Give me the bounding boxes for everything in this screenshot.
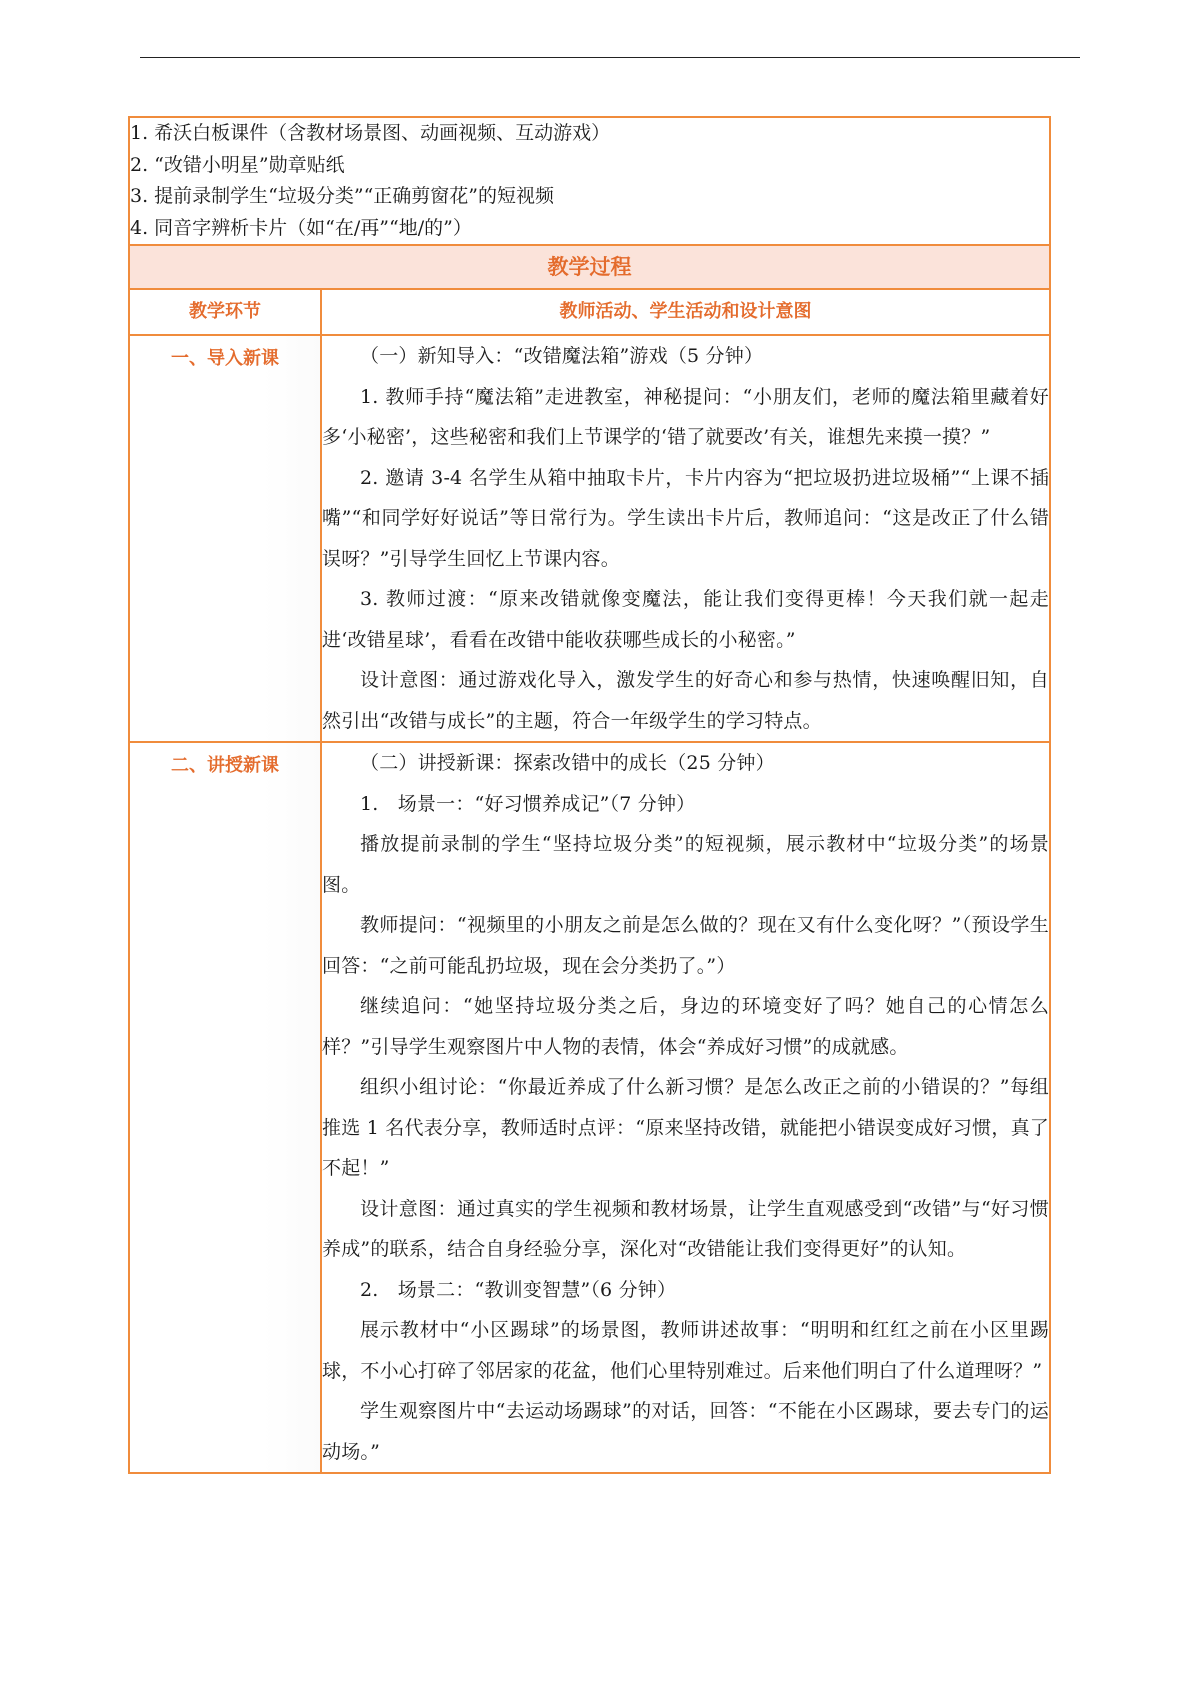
paragraph: 2. 场景二：“教训变智慧”（6 分钟） [360, 1278, 677, 1301]
column-header-row [129, 289, 1050, 335]
section-title: 教学过程 [129, 245, 1050, 289]
materials-row [129, 117, 1050, 245]
stage-name: 一、导入新课 [171, 348, 279, 369]
paragraph: 1. 教师手持“魔法箱”走进教室，神秘提问：“小朋友们，老师的魔法箱里藏着好多‘小秘密’，这些秘密和我们上节课学的‘错了就要改’有关，谁想先来摸一摸？” [322, 385, 1050, 448]
paragraph: 1. 场景一：“好习惯养成记”（7 分钟） [360, 792, 696, 815]
paragraph: 播放提前录制的学生“坚持垃圾分类”的短视频，展示教材中“垃圾分类”的场景图。 [322, 833, 1050, 896]
column-header-stage-label: 教学环节 [189, 301, 261, 322]
section-title-row [129, 245, 1050, 289]
paragraph: 2. 邀请 3-4 名学生从箱中抽取卡片，卡片内容为“把垃圾扔进垃圾桶”“上课不插嘴”“和同学好好说话”等日常行为。学生读出卡片后，教师追问：“这是改正了什么错误呀？”引导学生回忆上节课内容。 [322, 466, 1050, 570]
column-header-activities-label: 教师活动、学生活动和设计意图 [559, 301, 812, 322]
paragraph: 设计意图：通过真实的学生视频和教材场景，让学生直观感受到“改错”与“好习惯养成”的联系，结合自身经验分享，深化对“改错能让我们变得更好”的认知。 [322, 1197, 1050, 1260]
stage-content [321, 742, 1050, 1473]
paragraph: 组织小组讨论：“你最近养成了什么新习惯？是怎么改正之前的小错误的？”每组推选 1 名代表分享，教师适时点评：“原来坚持改错，就能把小错误变成好习惯，真了不起！” [322, 1076, 1050, 1179]
stage-row [129, 742, 1050, 1473]
column-header-stage [129, 289, 321, 335]
column-header-activities [321, 289, 1050, 335]
paragraph: 继续追问：“她坚持垃圾分类之后，身边的环境变好了吗？她自己的心情怎么样？”引导学生观察图片中人物的表情，体会“养成好习惯”的成就感。 [322, 995, 1050, 1058]
material-item: 3. 提前录制学生“垃圾分类”“正确剪窗花”的短视频 [130, 185, 555, 207]
paragraph: （一）新知导入：“改错魔法箱”游戏（5 分钟） [360, 345, 764, 367]
paragraph: （二）讲授新课：探索改错中的成长（25 分钟） [360, 752, 775, 774]
stage-row [129, 335, 1050, 742]
paragraph: 设计意图：通过游戏化导入，激发学生的好奇心和参与热情，快速唤醒旧知，自然引出“改错与成长”的主题，符合一年级学生的学习特点。 [322, 669, 1050, 732]
stage-name: 二、讲授新课 [171, 755, 279, 776]
paragraph: 学生观察图片中“去运动场踢球”的对话，回答：“不能在小区踢球，要去专门的运动场。” [322, 1400, 1050, 1463]
stage-content [321, 335, 1050, 742]
paragraph: 展示教材中“小区踢球”的场景图，教师讲述故事：“明明和红红之前在小区里踢球，不小心打碎了邻居家的花盆，他们心里特别难过。后来他们明白了什么道理呀？” [322, 1319, 1050, 1382]
lesson-plan-table [128, 116, 1051, 1474]
paragraph: 教师提问：“视频里的小朋友之前是怎么做的？现在又有什么变化呀？”（预设学生回答：“之前可能乱扔垃圾，现在会分类扔了。”） [322, 914, 1050, 977]
stage-cell [129, 335, 321, 742]
materials-cell [129, 117, 1050, 245]
material-item: 2. “改错小明星”勋章贴纸 [130, 153, 345, 176]
stage-cell [129, 742, 321, 1473]
material-item: 1. 希沃白板课件（含教材场景图、动画视频、互动游戏） [130, 122, 611, 144]
paragraph: 3. 教师过渡：“原来改错就像变魔法，能让我们变得更棒！今天我们就一起走进‘改错星球’，看看在改错中能收获哪些成长的小秘密。” [322, 588, 1050, 651]
material-item: 4. 同音字辨析卡片（如“在/再”“地/的”） [130, 216, 472, 239]
header-rule [140, 57, 1080, 58]
